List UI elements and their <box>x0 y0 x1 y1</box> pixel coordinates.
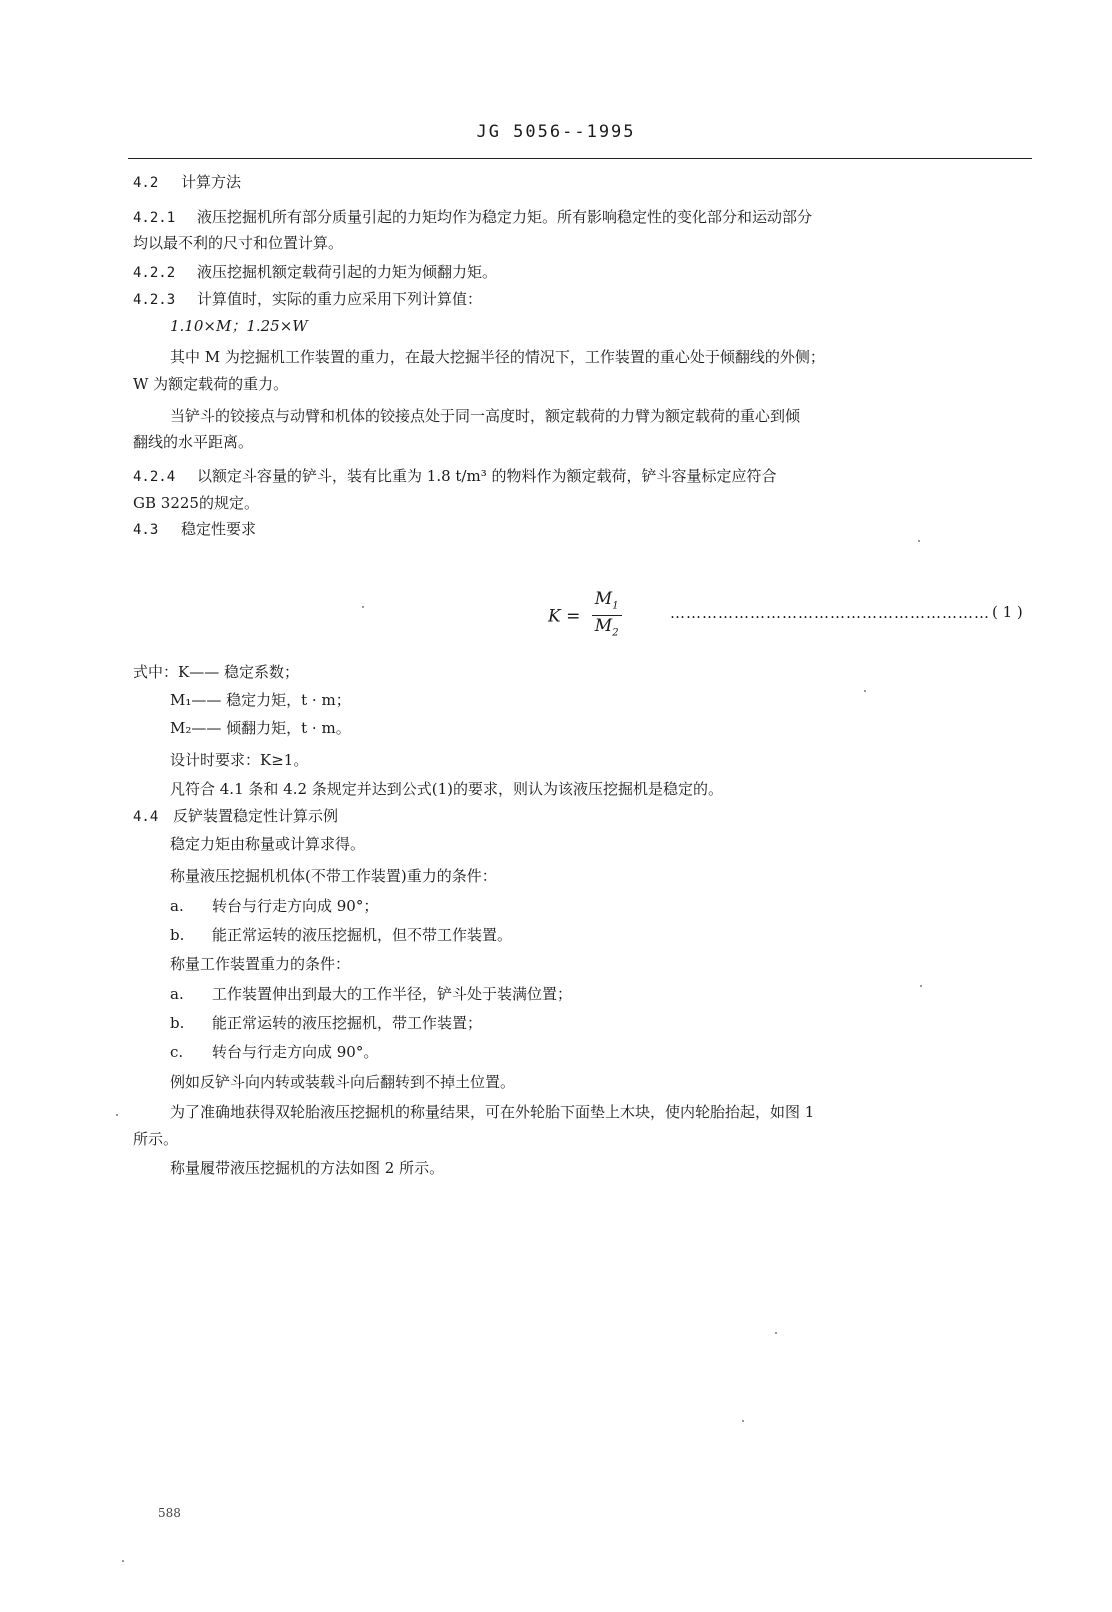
list-item-a2 <box>170 984 572 1004</box>
clause-text: 液压挖掘机所有部分质量引起的力矩均作为稳定力矩。所有影响稳定性的变化部分和运动部分 <box>197 208 813 226</box>
clause-4-2-4-cont: GB 3225的规定。 <box>133 494 259 512</box>
section-4-2-heading <box>133 172 241 193</box>
scan-speck <box>775 1332 777 1334</box>
scan-speck <box>742 1420 744 1422</box>
clause-4-2-3 <box>133 289 482 310</box>
list-text: 能正常运转的液压挖掘机，带工作装置； <box>212 1014 483 1032</box>
paragraph-weigh-body-conditions: 称量液压挖掘机机体(不带工作装置)重力的条件： <box>170 867 497 885</box>
design-requirement: 设计时要求：K≥1。 <box>170 751 309 769</box>
scan-speck <box>362 606 364 608</box>
lever-arm-line2: 翻线的水平距离。 <box>133 433 254 451</box>
formula-lhs: K = <box>548 606 581 627</box>
paragraph-example: 例如反铲斗向内转或装载斗向后翻转到不掉土位置。 <box>170 1073 516 1091</box>
list-item-a1 <box>170 896 378 916</box>
scan-speck <box>122 1560 124 1562</box>
list-item-b2 <box>170 1013 482 1033</box>
stability-formula <box>548 590 622 644</box>
clause-4-2-1 <box>133 207 812 228</box>
list-label: b. <box>170 1014 185 1032</box>
scan-speck <box>920 985 922 987</box>
lever-arm-line1: 当铲斗的铰接点与动臂和机体的铰接点处于同一高度时，额定载荷的力臂为额定载荷的重心到倾 <box>170 407 801 425</box>
section-number: 4.2 <box>133 175 159 191</box>
clause-4-2-2 <box>133 262 497 283</box>
clause-4-2-1-cont: 均以最不利的尺寸和位置计算。 <box>133 234 344 252</box>
header-rule <box>128 158 1032 159</box>
equation-number: ( 1 ) <box>992 603 1023 621</box>
list-text: 转台与行走方向成 90°； <box>212 897 379 915</box>
clause-number: 4.2.4 <box>133 469 176 485</box>
paragraph-crawler: 称量履带液压挖掘机的方法如图 2 所示。 <box>170 1159 445 1177</box>
section-title: 计算方法 <box>181 173 242 191</box>
scan-speck <box>864 690 866 692</box>
clause-number: 4.2.1 <box>133 210 176 226</box>
clause-number: 4.2.2 <box>133 265 176 281</box>
formula-leader-dots: …………………………………………………… <box>670 604 990 622</box>
where-m2: M₂—— 倾翻力矩，t · m。 <box>170 719 351 737</box>
list-text: 能正常运转的液压挖掘机，但不带工作装置。 <box>212 926 513 944</box>
paragraph-wheeled-line2: 所示。 <box>133 1130 179 1148</box>
clause-4-2-4 <box>133 466 776 487</box>
section-number: 4.4 <box>133 809 159 825</box>
section-number: 4.3 <box>133 522 159 538</box>
definition-m-line1: 其中 M 为挖掘机工作装置的重力，在最大挖掘半径的情况下，工作装置的重心处于倾翻线的外侧； <box>170 348 825 366</box>
calculation-values: 1.10×M；1.25×W <box>170 317 308 335</box>
paragraph-stable-moment: 稳定力矩由称量或计算求得。 <box>170 835 366 853</box>
clause-number: 4.2.3 <box>133 292 176 308</box>
clause-text: 以额定斗容量的铲斗，装有比重为 1.8 t/m³ 的物料作为额定载荷，铲斗容量标定应符合 <box>197 467 777 485</box>
section-4-4-heading <box>133 806 338 827</box>
formula-denominator: $M_2$ <box>594 616 619 639</box>
list-item-b1 <box>170 925 512 945</box>
clause-text: 计算值时，实际的重力应采用下列计算值： <box>197 290 483 308</box>
formula-fraction <box>592 590 622 644</box>
where-k: 式中：K—— 稳定系数； <box>133 663 299 681</box>
scan-speck <box>918 540 920 542</box>
list-item-c2 <box>170 1042 378 1062</box>
stability-conclusion: 凡符合 4.1 条和 4.2 条规定并达到公式(1)的要求，则认为该液压挖掘机是稳定的。 <box>170 780 724 798</box>
standard-code-header: JG 5056--1995 <box>476 122 636 142</box>
section-title: 反铲装置稳定性计算示例 <box>173 807 339 825</box>
definition-m-line2: W 为额定载荷的重力。 <box>133 375 289 393</box>
list-label: a. <box>170 897 184 915</box>
list-label: a. <box>170 985 184 1003</box>
paragraph-weigh-device-conditions: 称量工作装置重力的条件： <box>170 955 351 973</box>
paragraph-wheeled-line1: 为了准确地获得双轮胎液压挖掘机的称量结果，可在外轮胎下面垫上木块，使内轮胎抬起，如图 1 <box>170 1103 815 1121</box>
clause-text: 液压挖掘机额定载荷引起的力矩为倾翻力矩。 <box>197 263 498 281</box>
list-label: b. <box>170 926 185 944</box>
formula-numerator: $M_1$ <box>592 590 622 616</box>
list-label: c. <box>170 1043 184 1061</box>
page-number: 588 <box>158 1506 181 1520</box>
where-m1: M₁—— 稳定力矩，t · m； <box>170 691 351 709</box>
list-text: 转台与行走方向成 90°。 <box>212 1043 379 1061</box>
scan-speck <box>116 1114 118 1116</box>
section-title: 稳定性要求 <box>181 520 257 538</box>
list-text: 工作装置伸出到最大的工作半径，铲斗处于装满位置； <box>212 985 573 1003</box>
section-4-3-heading <box>133 519 256 540</box>
